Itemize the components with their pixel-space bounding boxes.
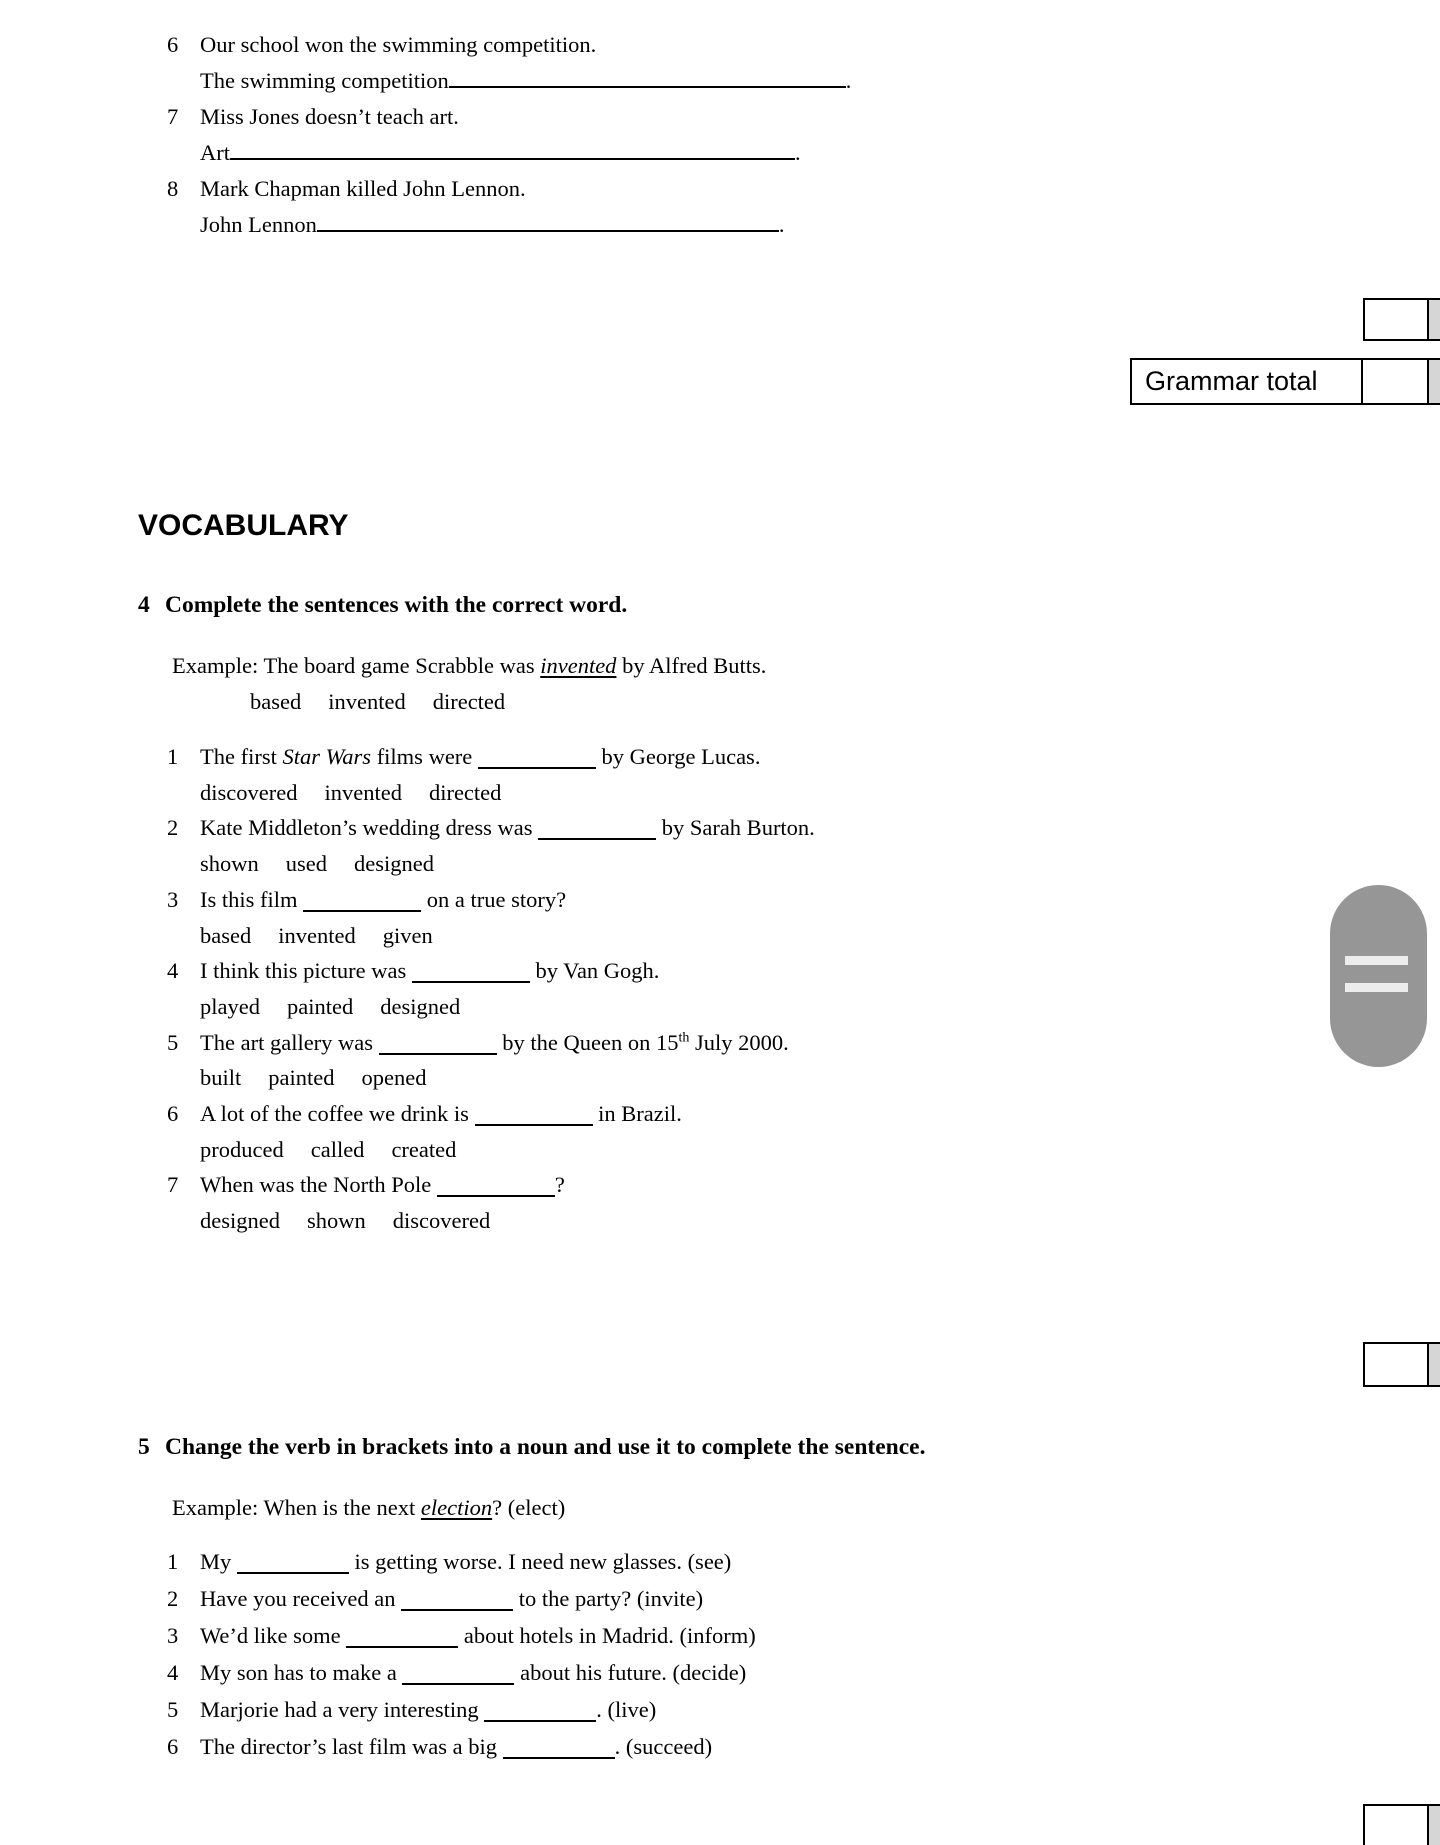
text-run: The first xyxy=(200,744,283,769)
answer-blank xyxy=(503,1753,615,1759)
text-run: My son has to make a xyxy=(200,1660,403,1685)
item-number: 3 xyxy=(167,1623,179,1648)
options-line xyxy=(167,775,1267,811)
option-word: opened xyxy=(361,1065,427,1091)
option-word: shown xyxy=(200,851,259,877)
option-word: directed xyxy=(432,689,506,714)
text-run: A lot of the coffee we drink is xyxy=(200,1101,475,1127)
score-cell-gray xyxy=(1427,1342,1440,1387)
answer-blank xyxy=(230,154,795,160)
option-word: given xyxy=(382,922,433,948)
text-run: in Brazil. xyxy=(592,1101,682,1127)
text-run: I think this picture was xyxy=(200,958,412,984)
sentence-with-blank xyxy=(200,1617,756,1654)
exercise-5-example xyxy=(172,1490,565,1526)
exercise-4-items xyxy=(167,739,1267,1239)
grammar-exercise-items xyxy=(167,27,1217,243)
text-run: to the party? (invite) xyxy=(513,1586,704,1611)
section-heading-vocabulary: VOCABULARY xyxy=(138,509,349,542)
text-run: ? (elect) xyxy=(492,1495,566,1520)
text-run: Marjorie had a very interesting xyxy=(200,1697,485,1722)
option-word: designed xyxy=(380,993,461,1019)
score-cell-gray xyxy=(1427,358,1440,405)
sentence-row xyxy=(167,1654,1317,1691)
text-run: by Alfred Butts. xyxy=(616,653,767,678)
answer-line xyxy=(167,135,1217,171)
text-run: John Lennon xyxy=(200,212,317,237)
example-sentence xyxy=(172,1490,565,1526)
sentence-row xyxy=(167,739,1267,775)
text-run: Art xyxy=(200,140,230,165)
sentence-with-blank xyxy=(200,810,815,846)
text-run: about hotels in Madrid. (inform) xyxy=(458,1623,756,1648)
answer-blank xyxy=(346,1642,458,1648)
item-number: 5 xyxy=(167,1029,179,1055)
exercise-4-example xyxy=(172,648,766,720)
grammar-total-label: Grammar total xyxy=(1130,358,1363,405)
option-word: discovered xyxy=(392,1208,491,1234)
text-run: The director’s last film was a big xyxy=(200,1734,503,1759)
sentence-with-blank xyxy=(200,1580,703,1617)
text-run: . xyxy=(795,140,801,165)
sentence-row xyxy=(167,1691,1317,1728)
score-cell-gray xyxy=(1427,1804,1440,1845)
sentence-with-blank xyxy=(200,1025,789,1061)
answer-line xyxy=(167,63,1217,99)
italic-text-run: Star Wars xyxy=(282,744,372,769)
text-run: My xyxy=(200,1549,237,1574)
item-number: 2 xyxy=(167,1586,179,1611)
sentence-with-blank xyxy=(200,882,566,918)
vocab-item xyxy=(167,1096,1267,1167)
item-number: 8 xyxy=(167,176,179,201)
text-run: by Van Gogh. xyxy=(529,958,660,984)
answer-blank xyxy=(317,226,779,232)
option-word: invented xyxy=(278,922,356,948)
item-number: 6 xyxy=(167,1101,179,1127)
sentence-row xyxy=(167,882,1267,918)
answer-blank xyxy=(437,1191,555,1197)
sentence-row xyxy=(167,1167,1267,1203)
sentence-row xyxy=(167,1617,1317,1654)
example-answer-word: invented xyxy=(540,653,617,678)
grammar-item xyxy=(167,171,1217,243)
text-run: The art gallery was xyxy=(200,1029,379,1055)
sentence-prompt: Miss Jones doesn’t teach art. xyxy=(200,104,459,129)
sentence-row xyxy=(167,1728,1317,1765)
option-word: painted xyxy=(268,1065,335,1091)
sentence-row xyxy=(167,99,1217,135)
sentence-with-blank xyxy=(200,1654,746,1691)
grip-lines-icon xyxy=(1345,983,1408,992)
vocab-item xyxy=(167,810,1267,881)
score-cell-gray xyxy=(1427,298,1440,341)
sentence-with-blank xyxy=(200,1543,731,1580)
vocab-item xyxy=(167,739,1267,810)
options-line xyxy=(167,1132,1267,1168)
item-number: 7 xyxy=(167,104,179,129)
ordinal-suffix: th xyxy=(678,1030,690,1046)
exercise-5-heading xyxy=(138,1434,925,1461)
option-word: created xyxy=(391,1136,457,1162)
grammar-item xyxy=(167,27,1217,99)
sentence-prompt: Our school won the swimming competition. xyxy=(200,32,597,57)
text-run: Example: The board game Scrabble was xyxy=(172,653,541,678)
text-run: films were xyxy=(371,744,478,769)
item-number: 2 xyxy=(167,815,179,841)
item-number: 1 xyxy=(167,744,179,769)
score-box xyxy=(1363,298,1440,341)
exercise-5-items xyxy=(167,1543,1317,1765)
grammar-total-box xyxy=(1130,358,1440,405)
sentence-with-blank xyxy=(200,1096,682,1132)
option-word: directed xyxy=(428,779,502,805)
item-number: 4 xyxy=(167,958,179,984)
text-run: . (live) xyxy=(596,1697,657,1722)
vocab-item xyxy=(167,1025,1267,1096)
exercise-number: 4 xyxy=(138,592,150,618)
score-cell xyxy=(1361,358,1429,405)
score-cell xyxy=(1363,298,1429,341)
text-run: by George Lucas. xyxy=(595,744,761,769)
answer-blank xyxy=(379,1049,497,1055)
sentence-row xyxy=(167,1580,1317,1617)
item-number: 4 xyxy=(167,1660,179,1685)
option-word: based xyxy=(200,922,252,948)
options-line xyxy=(167,918,1267,954)
answer-blank xyxy=(303,906,421,912)
option-word: produced xyxy=(200,1136,284,1162)
sentence-with-blank xyxy=(200,953,659,989)
exercise-4-heading xyxy=(138,592,627,619)
sentence-row xyxy=(167,171,1217,207)
option-word: shown xyxy=(306,1208,366,1234)
item-number: 3 xyxy=(167,886,179,912)
item-number: 7 xyxy=(167,1172,179,1198)
sentence-with-blank xyxy=(200,1728,712,1765)
score-box xyxy=(1363,1342,1440,1387)
answer-blank xyxy=(412,977,530,983)
answer-blank xyxy=(478,763,596,769)
sentence-with-blank xyxy=(200,1691,656,1728)
text-run: about his future. (decide) xyxy=(514,1660,747,1685)
option-word: painted xyxy=(286,993,354,1019)
option-word: designed xyxy=(200,1208,280,1234)
sentence-row xyxy=(167,810,1267,846)
item-number: 5 xyxy=(167,1697,179,1722)
text-run: We’d like some xyxy=(200,1623,347,1648)
text-run: on a true story? xyxy=(421,886,567,912)
text-run: . (succeed) xyxy=(614,1734,713,1759)
text-run: Kate Middleton’s wedding dress was xyxy=(200,815,539,841)
sentence-row xyxy=(167,953,1267,989)
option-word: designed xyxy=(354,851,434,877)
answer-blank xyxy=(402,1679,514,1685)
text-run: Is this film xyxy=(200,886,304,912)
sentence-with-blank xyxy=(200,739,760,775)
answer-blank xyxy=(449,82,846,88)
options-line xyxy=(167,1060,1267,1096)
text-run: The swimming competition xyxy=(200,68,449,93)
answer-blank xyxy=(401,1605,513,1611)
options-line xyxy=(167,1203,1267,1239)
exercise-title: Complete the sentences with the correct word. xyxy=(165,592,628,618)
answer-blank xyxy=(538,834,656,840)
option-word: based xyxy=(250,689,302,714)
vocab-item xyxy=(167,1167,1267,1238)
answer-blank xyxy=(475,1120,593,1126)
item-number: 6 xyxy=(167,1734,179,1759)
grammar-item xyxy=(167,99,1217,171)
vocab-item xyxy=(167,882,1267,953)
score-cell xyxy=(1363,1342,1429,1387)
option-word: called xyxy=(310,1136,365,1162)
sentence-row xyxy=(167,27,1217,63)
example-options xyxy=(172,684,766,720)
scroll-handle[interactable] xyxy=(1330,885,1427,1067)
sentence-prompt: Mark Chapman killed John Lennon. xyxy=(200,176,526,201)
option-word: played xyxy=(200,993,260,1019)
example-answer-word: election xyxy=(420,1495,493,1520)
option-word: discovered xyxy=(200,779,298,805)
sentence-with-blank xyxy=(200,1167,565,1203)
answer-line xyxy=(167,207,1217,243)
option-word: invented xyxy=(328,689,406,714)
text-run: When was the North Pole xyxy=(200,1172,437,1198)
item-number: 1 xyxy=(167,1549,179,1574)
option-word: built xyxy=(200,1065,242,1091)
text-run: is getting worse. I need new glasses. (see) xyxy=(348,1549,732,1574)
grip-lines-icon xyxy=(1345,956,1408,965)
options-line xyxy=(167,989,1267,1025)
vocab-item xyxy=(167,953,1267,1024)
sentence-row xyxy=(167,1025,1267,1061)
text-run: Have you received an xyxy=(200,1586,402,1611)
text-run: . xyxy=(845,68,852,93)
example-sentence xyxy=(172,648,766,684)
sentence-row xyxy=(167,1543,1317,1580)
answer-blank xyxy=(237,1568,349,1574)
text-run: ? xyxy=(554,1172,565,1198)
score-cell xyxy=(1363,1804,1429,1845)
exercise-number: 5 xyxy=(138,1434,150,1460)
option-word: invented xyxy=(324,779,402,805)
text-run: by the Queen on 15 xyxy=(496,1029,679,1055)
item-number: 6 xyxy=(167,32,179,57)
options-line xyxy=(167,846,1267,882)
option-word: used xyxy=(285,851,328,877)
text-run: . xyxy=(778,212,785,237)
answer-blank xyxy=(484,1716,596,1722)
exercise-title: Change the verb in brackets into a noun and use it to complete the sentence. xyxy=(165,1434,926,1460)
text-run: by Sarah Burton. xyxy=(656,815,815,841)
text-run: July 2000. xyxy=(689,1029,789,1055)
score-box xyxy=(1363,1804,1440,1845)
sentence-row xyxy=(167,1096,1267,1132)
text-run: Example: When is the next xyxy=(172,1495,421,1520)
